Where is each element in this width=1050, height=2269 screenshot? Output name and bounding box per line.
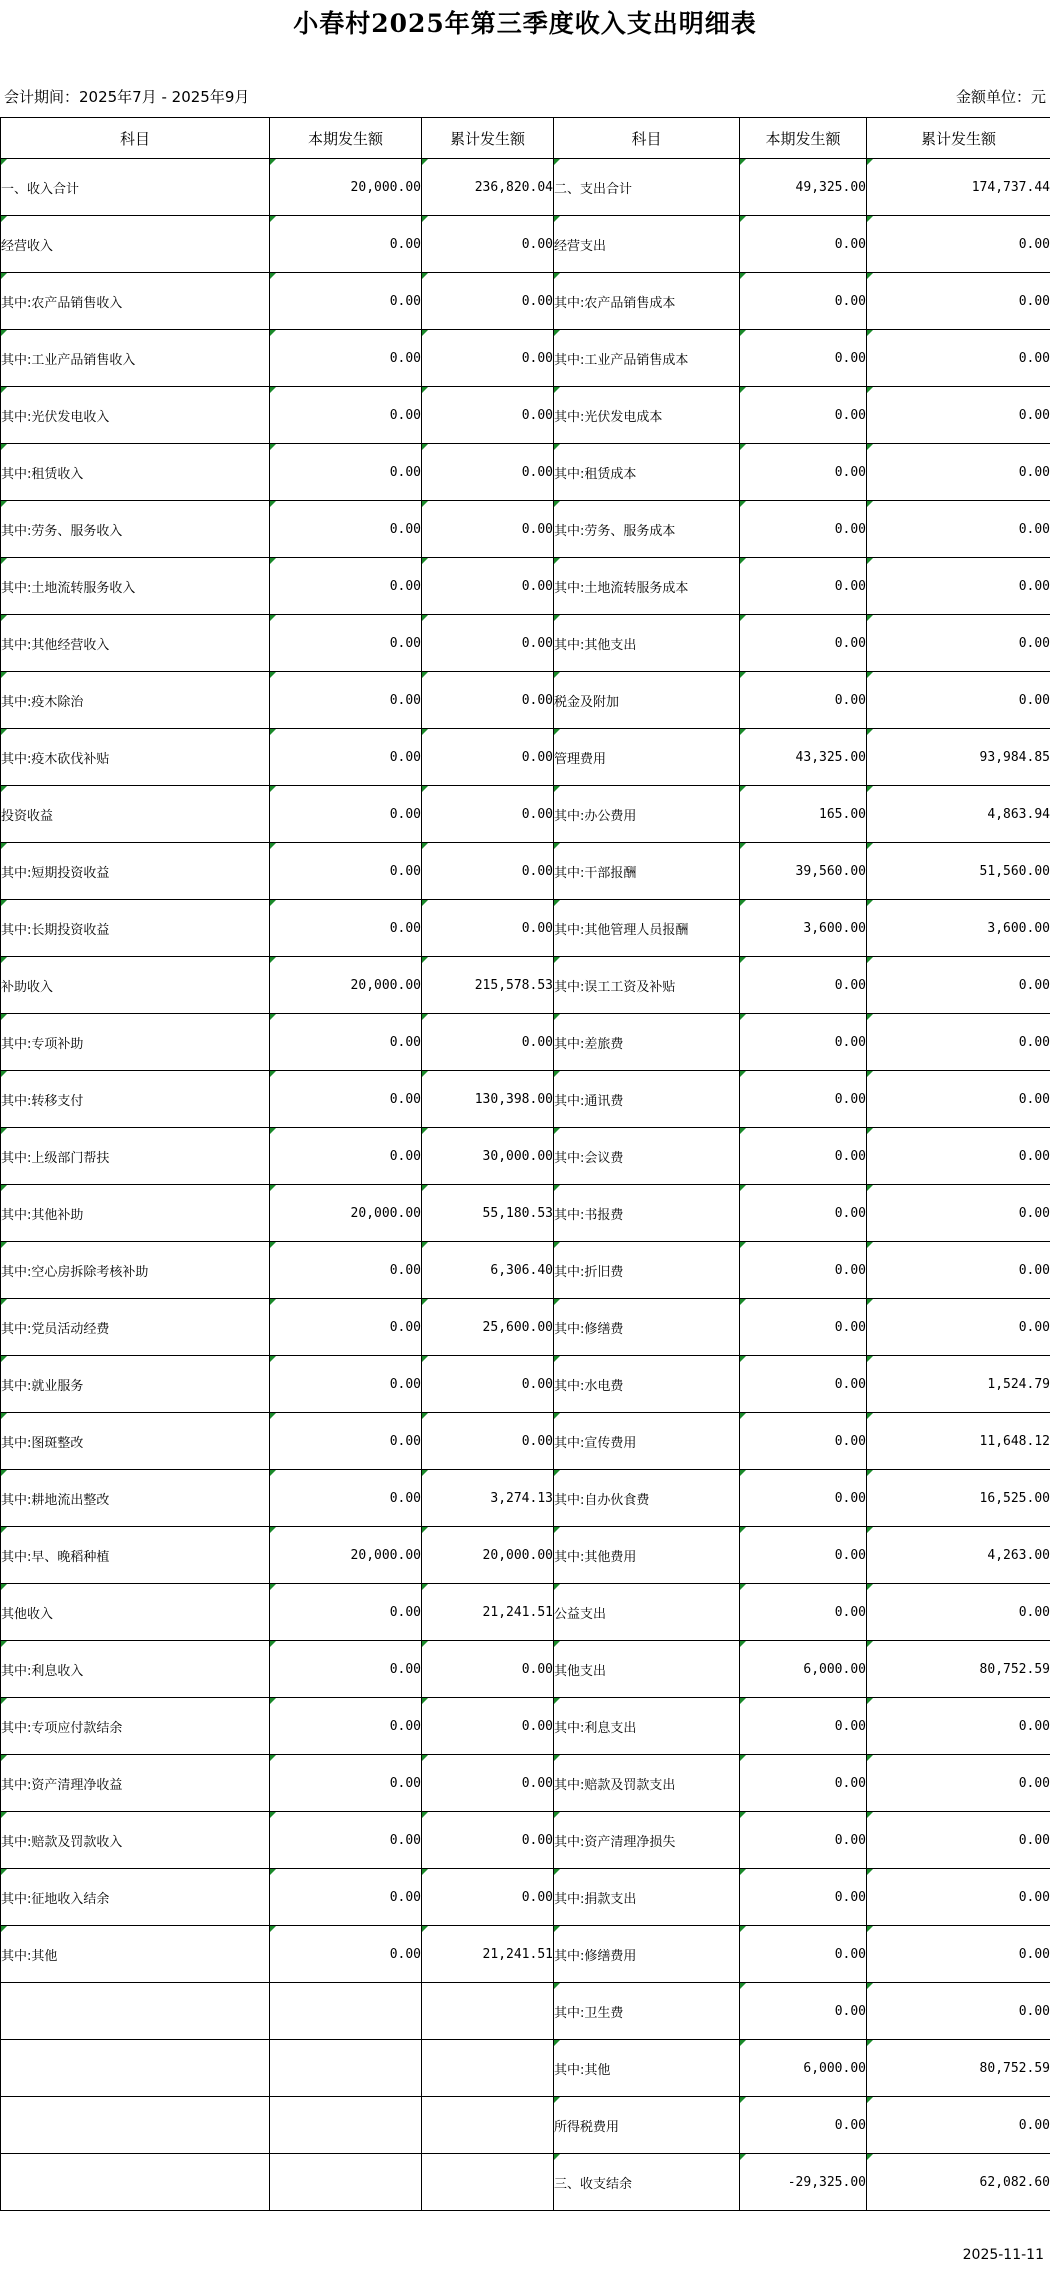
income-cumulative-cell: 236,820.04 [422, 159, 554, 216]
table-row [1, 1755, 1050, 1812]
expense-cumulative-cell: 93,984.85 [867, 729, 1050, 786]
header-cumulative-expense: 累计发生额 [867, 118, 1050, 159]
table-row [1, 957, 1050, 1014]
expense-current-cell: 0.00 [740, 1812, 867, 1869]
table-row [1, 1356, 1050, 1413]
expense-current-cell: 0.00 [740, 501, 867, 558]
expense-cumulative-cell: 4,263.00 [867, 1527, 1050, 1584]
table-row [1, 729, 1050, 786]
expense-subject-cell: 其中:通讯费 [554, 1071, 740, 1128]
expense-subject-cell: 其中:赔款及罚款支出 [554, 1755, 740, 1812]
expense-subject-cell: 其中:捐款支出 [554, 1869, 740, 1926]
header-cumulative-income: 累计发生额 [422, 118, 554, 159]
income-subject-cell: 其中:图斑整改 [1, 1413, 270, 1470]
expense-cumulative-cell: 0.00 [867, 2097, 1050, 2154]
header-current-expense: 本期发生额 [740, 118, 867, 159]
expense-current-cell: 0.00 [740, 1242, 867, 1299]
table-row [1, 387, 1050, 444]
income-subject-cell: 其中:转移支付 [1, 1071, 270, 1128]
expense-cumulative-cell: 0.00 [867, 273, 1050, 330]
income-current-cell: 0.00 [270, 1014, 422, 1071]
expense-current-cell: -29,325.00 [740, 2154, 867, 2211]
income-current-cell: 0.00 [270, 1926, 422, 1983]
income-cumulative-cell: 20,000.00 [422, 1527, 554, 1584]
expense-current-cell: 0.00 [740, 444, 867, 501]
income-cumulative-cell: 0.00 [422, 1812, 554, 1869]
income-subject-cell: 其中:其他 [1, 1926, 270, 1983]
expense-cumulative-cell: 0.00 [867, 216, 1050, 273]
income-cumulative-cell: 0.00 [422, 330, 554, 387]
expense-subject-cell: 三、收支结余 [554, 2154, 740, 2211]
expense-current-cell: 0.00 [740, 615, 867, 672]
expense-subject-cell: 其中:办公费用 [554, 786, 740, 843]
table-row [1, 2154, 1050, 2211]
expense-current-cell: 6,000.00 [740, 1641, 867, 1698]
expense-subject-cell: 其中:农产品销售成本 [554, 273, 740, 330]
income-subject-cell [1, 2040, 270, 2097]
income-current-cell: 0.00 [270, 1755, 422, 1812]
income-current-cell: 0.00 [270, 1242, 422, 1299]
expense-current-cell: 0.00 [740, 1299, 867, 1356]
income-subject-cell: 其中:短期投资收益 [1, 843, 270, 900]
income-current-cell: 0.00 [270, 1128, 422, 1185]
expense-current-cell: 0.00 [740, 330, 867, 387]
income-current-cell: 20,000.00 [270, 957, 422, 1014]
income-subject-cell: 一、收入合计 [1, 159, 270, 216]
expense-subject-cell: 其中:卫生费 [554, 1983, 740, 2040]
table-row [1, 216, 1050, 273]
table-row [1, 2040, 1050, 2097]
expense-current-cell: 0.00 [740, 2097, 867, 2154]
expense-cumulative-cell: 0.00 [867, 1983, 1050, 2040]
income-cumulative-cell: 0.00 [422, 558, 554, 615]
expense-cumulative-cell: 0.00 [867, 501, 1050, 558]
income-cumulative-cell: 0.00 [422, 1413, 554, 1470]
expense-current-cell: 165.00 [740, 786, 867, 843]
expense-cumulative-cell: 0.00 [867, 330, 1050, 387]
expense-subject-cell: 其中:宣传费用 [554, 1413, 740, 1470]
expense-cumulative-cell: 0.00 [867, 1299, 1050, 1356]
income-subject-cell: 其中:光伏发电收入 [1, 387, 270, 444]
income-subject-cell [1, 1983, 270, 2040]
income-current-cell: 0.00 [270, 273, 422, 330]
income-current-cell: 0.00 [270, 900, 422, 957]
income-cumulative-cell [422, 2154, 554, 2211]
report-title: 小春村2025年第三季度收入支出明细表 [293, 9, 757, 38]
expense-subject-cell: 二、支出合计 [554, 159, 740, 216]
expense-cumulative-cell: 0.00 [867, 672, 1050, 729]
expense-subject-cell: 其中:自办伙食费 [554, 1470, 740, 1527]
print-date: 2025-11-11 [962, 2247, 1044, 2263]
expense-subject-cell: 其中:其他支出 [554, 615, 740, 672]
income-current-cell: 20,000.00 [270, 1185, 422, 1242]
income-subject-cell: 其中:疫木除治 [1, 672, 270, 729]
income-subject-cell: 其中:耕地流出整改 [1, 1470, 270, 1527]
income-cumulative-cell [422, 1983, 554, 2040]
income-cumulative-cell: 130,398.00 [422, 1071, 554, 1128]
income-current-cell [270, 2154, 422, 2211]
expense-subject-cell: 其中:工业产品销售成本 [554, 330, 740, 387]
income-subject-cell: 其中:专项应付款结余 [1, 1698, 270, 1755]
expense-cumulative-cell: 80,752.59 [867, 2040, 1050, 2097]
income-current-cell: 20,000.00 [270, 1527, 422, 1584]
expense-cumulative-cell: 3,600.00 [867, 900, 1050, 957]
expense-cumulative-cell: 0.00 [867, 1812, 1050, 1869]
income-subject-cell: 其中:赔款及罚款收入 [1, 1812, 270, 1869]
income-subject-cell: 其中:利息收入 [1, 1641, 270, 1698]
table-row [1, 1869, 1050, 1926]
expense-current-cell: 43,325.00 [740, 729, 867, 786]
table-row [1, 843, 1050, 900]
expense-subject-cell: 其中:干部报酬 [554, 843, 740, 900]
expense-current-cell: 0.00 [740, 1356, 867, 1413]
income-current-cell: 0.00 [270, 1869, 422, 1926]
income-cumulative-cell [422, 2040, 554, 2097]
currency-unit: 金额单位：元 [955, 88, 1046, 106]
expense-cumulative-cell: 0.00 [867, 1128, 1050, 1185]
income-cumulative-cell: 0.00 [422, 786, 554, 843]
income-cumulative-cell: 0.00 [422, 444, 554, 501]
table-row [1, 159, 1050, 216]
expense-subject-cell: 其中:劳务、服务成本 [554, 501, 740, 558]
expense-subject-cell: 经营支出 [554, 216, 740, 273]
income-cumulative-cell: 55,180.53 [422, 1185, 554, 1242]
income-cumulative-cell: 3,274.13 [422, 1470, 554, 1527]
income-subject-cell [1, 2154, 270, 2211]
income-subject-cell: 其中:长期投资收益 [1, 900, 270, 957]
expense-subject-cell: 其他支出 [554, 1641, 740, 1698]
table-row [1, 444, 1050, 501]
income-current-cell: 0.00 [270, 387, 422, 444]
expense-current-cell: 0.00 [740, 1128, 867, 1185]
table-row [1, 1584, 1050, 1641]
accounting-period: 会计期间：2025年7月 - 2025年9月 [4, 88, 250, 106]
income-subject-cell: 其中:租赁收入 [1, 444, 270, 501]
expense-subject-cell: 其中:其他费用 [554, 1527, 740, 1584]
expense-cumulative-cell: 1,524.79 [867, 1356, 1050, 1413]
expense-cumulative-cell: 0.00 [867, 387, 1050, 444]
expense-subject-cell: 其中:利息支出 [554, 1698, 740, 1755]
table-row [1, 273, 1050, 330]
expense-current-cell: 0.00 [740, 1413, 867, 1470]
expense-subject-cell: 管理费用 [554, 729, 740, 786]
income-subject-cell: 其中:早、晚稻种植 [1, 1527, 270, 1584]
expense-current-cell: 0.00 [740, 1983, 867, 2040]
income-cumulative-cell: 0.00 [422, 501, 554, 558]
expense-cumulative-cell: 0.00 [867, 1698, 1050, 1755]
income-subject-cell: 其中:专项补助 [1, 1014, 270, 1071]
income-current-cell: 20,000.00 [270, 159, 422, 216]
expense-cumulative-cell: 16,525.00 [867, 1470, 1050, 1527]
income-cumulative-cell: 0.00 [422, 1641, 554, 1698]
table-row [1, 1299, 1050, 1356]
income-subject-cell: 其中:土地流转服务收入 [1, 558, 270, 615]
expense-cumulative-cell: 0.00 [867, 558, 1050, 615]
expense-subject-cell: 其中:其他管理人员报酬 [554, 900, 740, 957]
table-row [1, 1926, 1050, 1983]
income-current-cell: 0.00 [270, 558, 422, 615]
table-row [1, 1983, 1050, 2040]
expense-subject-cell: 其中:差旅费 [554, 1014, 740, 1071]
income-current-cell: 0.00 [270, 615, 422, 672]
table-row [1, 1527, 1050, 1584]
table-row [1, 672, 1050, 729]
income-subject-cell: 其中:劳务、服务收入 [1, 501, 270, 558]
table-row [1, 1812, 1050, 1869]
table-row [1, 1470, 1050, 1527]
expense-cumulative-cell: 0.00 [867, 1014, 1050, 1071]
expense-cumulative-cell: 174,737.44 [867, 159, 1050, 216]
expense-subject-cell: 其中:其他 [554, 2040, 740, 2097]
table-row [1, 1413, 1050, 1470]
expense-current-cell: 0.00 [740, 558, 867, 615]
income-cumulative-cell: 25,600.00 [422, 1299, 554, 1356]
expense-cumulative-cell: 51,560.00 [867, 843, 1050, 900]
expense-current-cell: 0.00 [740, 273, 867, 330]
table-row [1, 1071, 1050, 1128]
expense-current-cell: 0.00 [740, 1926, 867, 1983]
expense-current-cell: 0.00 [740, 1869, 867, 1926]
expense-current-cell: 3,600.00 [740, 900, 867, 957]
table-header-row [1, 118, 1050, 159]
income-cumulative-cell: 0.00 [422, 1755, 554, 1812]
income-expense-table [0, 117, 1050, 2211]
expense-current-cell: 0.00 [740, 216, 867, 273]
income-current-cell [270, 2097, 422, 2154]
expense-cumulative-cell: 0.00 [867, 1584, 1050, 1641]
expense-cumulative-cell: 0.00 [867, 615, 1050, 672]
income-cumulative-cell: 0.00 [422, 843, 554, 900]
expense-current-cell: 0.00 [740, 1185, 867, 1242]
income-current-cell [270, 2040, 422, 2097]
expense-subject-cell: 其中:修缮费 [554, 1299, 740, 1356]
income-current-cell [270, 1983, 422, 2040]
expense-cumulative-cell: 0.00 [867, 1071, 1050, 1128]
income-subject-cell: 其中:资产清理净收益 [1, 1755, 270, 1812]
table-row [1, 1641, 1050, 1698]
income-subject-cell: 其中:农产品销售收入 [1, 273, 270, 330]
income-current-cell: 0.00 [270, 1470, 422, 1527]
income-subject-cell: 其中:党员活动经费 [1, 1299, 270, 1356]
expense-cumulative-cell: 62,082.60 [867, 2154, 1050, 2211]
expense-cumulative-cell: 0.00 [867, 957, 1050, 1014]
expense-cumulative-cell: 4,863.94 [867, 786, 1050, 843]
income-subject-cell: 其中:就业服务 [1, 1356, 270, 1413]
expense-cumulative-cell: 0.00 [867, 1926, 1050, 1983]
header-subject-expense: 科目 [554, 118, 740, 159]
expense-current-cell: 49,325.00 [740, 159, 867, 216]
income-cumulative-cell: 0.00 [422, 672, 554, 729]
income-cumulative-cell: 0.00 [422, 1869, 554, 1926]
income-subject-cell: 其中:其他经营收入 [1, 615, 270, 672]
income-current-cell: 0.00 [270, 501, 422, 558]
expense-subject-cell: 其中:误工工资及补贴 [554, 957, 740, 1014]
income-subject-cell [1, 2097, 270, 2154]
income-cumulative-cell: 0.00 [422, 615, 554, 672]
income-cumulative-cell: 0.00 [422, 729, 554, 786]
income-subject-cell: 经营收入 [1, 216, 270, 273]
table-row [1, 1014, 1050, 1071]
table-row [1, 900, 1050, 957]
expense-current-cell: 0.00 [740, 1014, 867, 1071]
table-row [1, 1128, 1050, 1185]
expense-cumulative-cell: 11,648.12 [867, 1413, 1050, 1470]
expense-current-cell: 0.00 [740, 957, 867, 1014]
expense-cumulative-cell: 80,752.59 [867, 1641, 1050, 1698]
income-subject-cell: 其中:空心房拆除考核补助 [1, 1242, 270, 1299]
income-current-cell: 0.00 [270, 843, 422, 900]
header-subject-income: 科目 [1, 118, 270, 159]
expense-current-cell: 0.00 [740, 1527, 867, 1584]
income-current-cell: 0.00 [270, 729, 422, 786]
income-cumulative-cell: 0.00 [422, 900, 554, 957]
expense-subject-cell: 其中:土地流转服务成本 [554, 558, 740, 615]
income-subject-cell: 补助收入 [1, 957, 270, 1014]
income-current-cell: 0.00 [270, 672, 422, 729]
income-subject-cell: 其他收入 [1, 1584, 270, 1641]
header-current-income: 本期发生额 [270, 118, 422, 159]
expense-subject-cell: 其中:折旧费 [554, 1242, 740, 1299]
income-current-cell: 0.00 [270, 1413, 422, 1470]
income-cumulative-cell: 30,000.00 [422, 1128, 554, 1185]
expense-current-cell: 0.00 [740, 672, 867, 729]
expense-subject-cell: 其中:资产清理净损失 [554, 1812, 740, 1869]
income-current-cell: 0.00 [270, 1584, 422, 1641]
table-row [1, 786, 1050, 843]
income-current-cell: 0.00 [270, 330, 422, 387]
income-current-cell: 0.00 [270, 1641, 422, 1698]
expense-cumulative-cell: 0.00 [867, 1185, 1050, 1242]
income-subject-cell: 投资收益 [1, 786, 270, 843]
income-cumulative-cell [422, 2097, 554, 2154]
expense-subject-cell: 税金及附加 [554, 672, 740, 729]
expense-subject-cell: 其中:水电费 [554, 1356, 740, 1413]
income-subject-cell: 其中:上级部门帮扶 [1, 1128, 270, 1185]
income-current-cell: 0.00 [270, 216, 422, 273]
income-cumulative-cell: 21,241.51 [422, 1926, 554, 1983]
table-row [1, 1242, 1050, 1299]
income-current-cell: 0.00 [270, 444, 422, 501]
income-cumulative-cell: 6,306.40 [422, 1242, 554, 1299]
table-row [1, 558, 1050, 615]
income-subject-cell: 其中:工业产品销售收入 [1, 330, 270, 387]
expense-subject-cell: 其中:租赁成本 [554, 444, 740, 501]
expense-current-cell: 0.00 [740, 1584, 867, 1641]
income-cumulative-cell: 21,241.51 [422, 1584, 554, 1641]
table-row [1, 2097, 1050, 2154]
income-cumulative-cell: 0.00 [422, 1014, 554, 1071]
table-row [1, 615, 1050, 672]
income-current-cell: 0.00 [270, 1812, 422, 1869]
income-cumulative-cell: 0.00 [422, 216, 554, 273]
expense-current-cell: 0.00 [740, 1071, 867, 1128]
income-current-cell: 0.00 [270, 1356, 422, 1413]
income-subject-cell: 其中:征地收入结余 [1, 1869, 270, 1926]
expense-subject-cell: 公益支出 [554, 1584, 740, 1641]
income-subject-cell: 其中:其他补助 [1, 1185, 270, 1242]
expense-current-cell: 0.00 [740, 1755, 867, 1812]
income-current-cell: 0.00 [270, 786, 422, 843]
expense-current-cell: 0.00 [740, 1698, 867, 1755]
income-current-cell: 0.00 [270, 1071, 422, 1128]
expense-subject-cell: 其中:会议费 [554, 1128, 740, 1185]
expense-subject-cell: 其中:书报费 [554, 1185, 740, 1242]
income-cumulative-cell: 215,578.53 [422, 957, 554, 1014]
table-body [1, 159, 1050, 2211]
expense-current-cell: 6,000.00 [740, 2040, 867, 2097]
expense-current-cell: 39,560.00 [740, 843, 867, 900]
expense-cumulative-cell: 0.00 [867, 1242, 1050, 1299]
expense-subject-cell: 其中:光伏发电成本 [554, 387, 740, 444]
table-row [1, 1698, 1050, 1755]
expense-subject-cell: 其中:修缮费用 [554, 1926, 740, 1983]
income-cumulative-cell: 0.00 [422, 1698, 554, 1755]
table-row [1, 330, 1050, 387]
expense-current-cell: 0.00 [740, 1470, 867, 1527]
expense-subject-cell: 所得税费用 [554, 2097, 740, 2154]
table-row [1, 1185, 1050, 1242]
income-cumulative-cell: 0.00 [422, 387, 554, 444]
expense-current-cell: 0.00 [740, 387, 867, 444]
income-cumulative-cell: 0.00 [422, 273, 554, 330]
table-row [1, 501, 1050, 558]
expense-cumulative-cell: 0.00 [867, 444, 1050, 501]
income-subject-cell: 其中:疫木砍伐补贴 [1, 729, 270, 786]
expense-cumulative-cell: 0.00 [867, 1755, 1050, 1812]
income-current-cell: 0.00 [270, 1299, 422, 1356]
income-cumulative-cell: 0.00 [422, 1356, 554, 1413]
expense-cumulative-cell: 0.00 [867, 1869, 1050, 1926]
income-current-cell: 0.00 [270, 1698, 422, 1755]
